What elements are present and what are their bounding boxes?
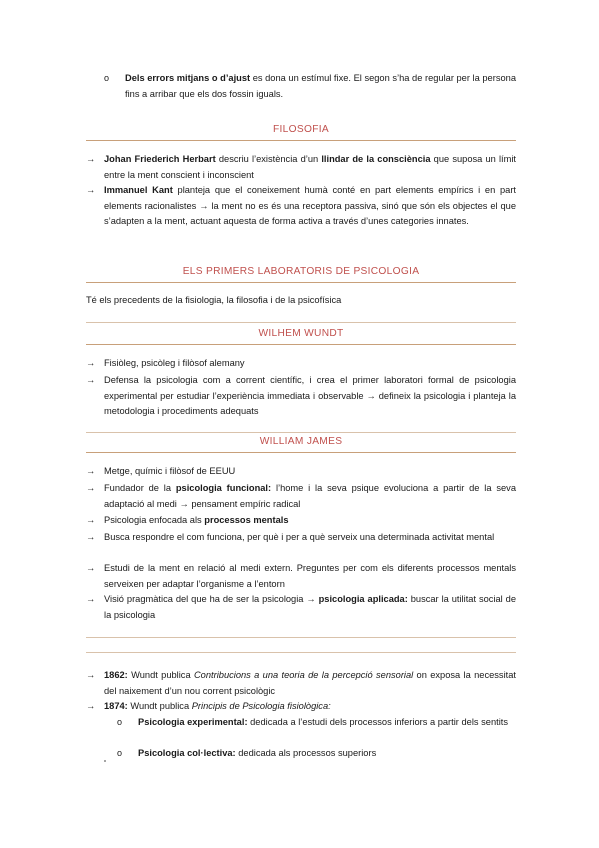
term: psicologia aplicada: [318,594,408,604]
section-divider [86,637,516,638]
book-title: Principis de Psicologia fisiològica: [191,701,331,711]
circle-bullet-icon: o [104,73,110,83]
sub-item-experimental: o Psicologia experimental: dedicada a l’estudi dels processos inferiors a partir dels sentits [117,715,516,731]
arrow-icon: → [86,154,96,164]
year: 1862: [104,670,128,680]
list-item: → Psicologia enfocada als processos mentals [86,513,516,529]
arrow-icon: → [86,466,96,476]
section-top-divider [86,322,516,323]
arrow-icon: → [86,515,96,525]
list-item: → Visió pragmàtica del que ha de ser la psicologia → psicologia aplicada: buscar la utilitat social de la psicologia [86,594,516,620]
arrow-icon: → [86,532,96,542]
arrow-icon: → [86,358,96,368]
book-title: Contribucions a una teoria de la percepció sensorial [193,670,414,680]
heading-divider [86,282,516,283]
heading-divider [86,452,516,453]
stray-dot [104,760,106,762]
arrow-icon: → [86,701,96,711]
section-heading-laboratoris: ELS PRIMERS LABORATORIS DE PSICOLOGIA [182,266,420,277]
list-item: → Fundador de la psicologia funcional: l’home i la seva psique evoluciona a partir de la seva adaptació al medi → pensament empíric radical [86,483,516,509]
sub-item-collectiva: o Psicologia col·lectiva: dedicada als processos superiors [117,746,516,762]
list-item: → Busca respondre el com funciona, per què i per a què serveix una determinada activitat mental [86,530,516,546]
section-heading-filosofia: FILOSOFIA [273,124,329,135]
timeline-item-1874: → 1874: Wundt publica Principis de Psicologia fisiològica: [86,699,516,715]
section-divider [86,652,516,653]
arrow-icon: → [86,670,96,680]
list-item-kant: → Immanuel Kant planteja que el coneixement humà conté en part elements empírics i en part elements racionalistes → la ment no es és una receptora passiva, sinó que són els objectes el que s’adapten a la ment, actuant aquesta de forma activa a través d’unes categories innates. [86,185,516,226]
section-heading-james: WILLIAM JAMES [259,436,343,447]
arrow-icon: → [86,375,96,385]
term: psicologia funcional: [175,483,272,493]
circle-bullet-icon: o [117,717,123,727]
arrow-icon: → [86,594,96,604]
term: Psicologia experimental: [138,717,248,727]
section-heading-wundt: WILHEM WUNDT [258,328,344,339]
arrow-icon: → [86,563,96,573]
heading-divider [86,344,516,345]
item-text: es dona un estímul fixe. El segon s’ha de regular per la persona fins a arribar que els dos fossin iguals. [125,73,516,99]
arrow-icon: → [86,185,96,195]
intro-paragraph: Té els precedents de la fisiologia, la filosofia i de la psicofísica [86,295,342,305]
year: 1874: [104,701,128,711]
list-item-herbart: → Johan Friederich Herbart descriu l’existència d’un llindar de la consciència que suposa un límit entre la ment conscient i inconscient [86,154,516,180]
term: Immanuel Kant [104,185,173,195]
list-item: → Metge, químic i filòsof de EEUU [86,464,516,480]
list-item-errors [104,71,516,102]
list-item: → Estudi de la ment en relació al medi extern. Preguntes per com els diferents processos mentals serveixen per adaptar l’organisme a l’entorn [86,563,516,589]
term: processos mentals [204,515,289,525]
arrow-icon: → [86,483,96,493]
term: Dels errors mitjans o d’ajust [125,73,251,83]
term: Psicologia col·lectiva: [138,748,236,758]
heading-divider [86,140,516,141]
circle-bullet-icon: o [117,748,123,758]
section-top-divider [86,432,516,433]
list-item: → Defensa la psicologia com a corrent científic, i crea el primer laboratori formal de psicologia experimental per estudiar l’experiència immediata i observable → defineix la psicologia i planteja la metodologia i procediments adequats [86,375,516,416]
list-item: → Fisiòleg, psicòleg i filòsof alemany [86,356,516,372]
term: Johan Friederich Herbart [104,154,216,164]
timeline-item-1862: → 1862: Wundt publica Contribucions a una teoria de la percepció sensorial on exposa la necessitat del naixement d’un nou corrent psicològic [86,670,516,696]
